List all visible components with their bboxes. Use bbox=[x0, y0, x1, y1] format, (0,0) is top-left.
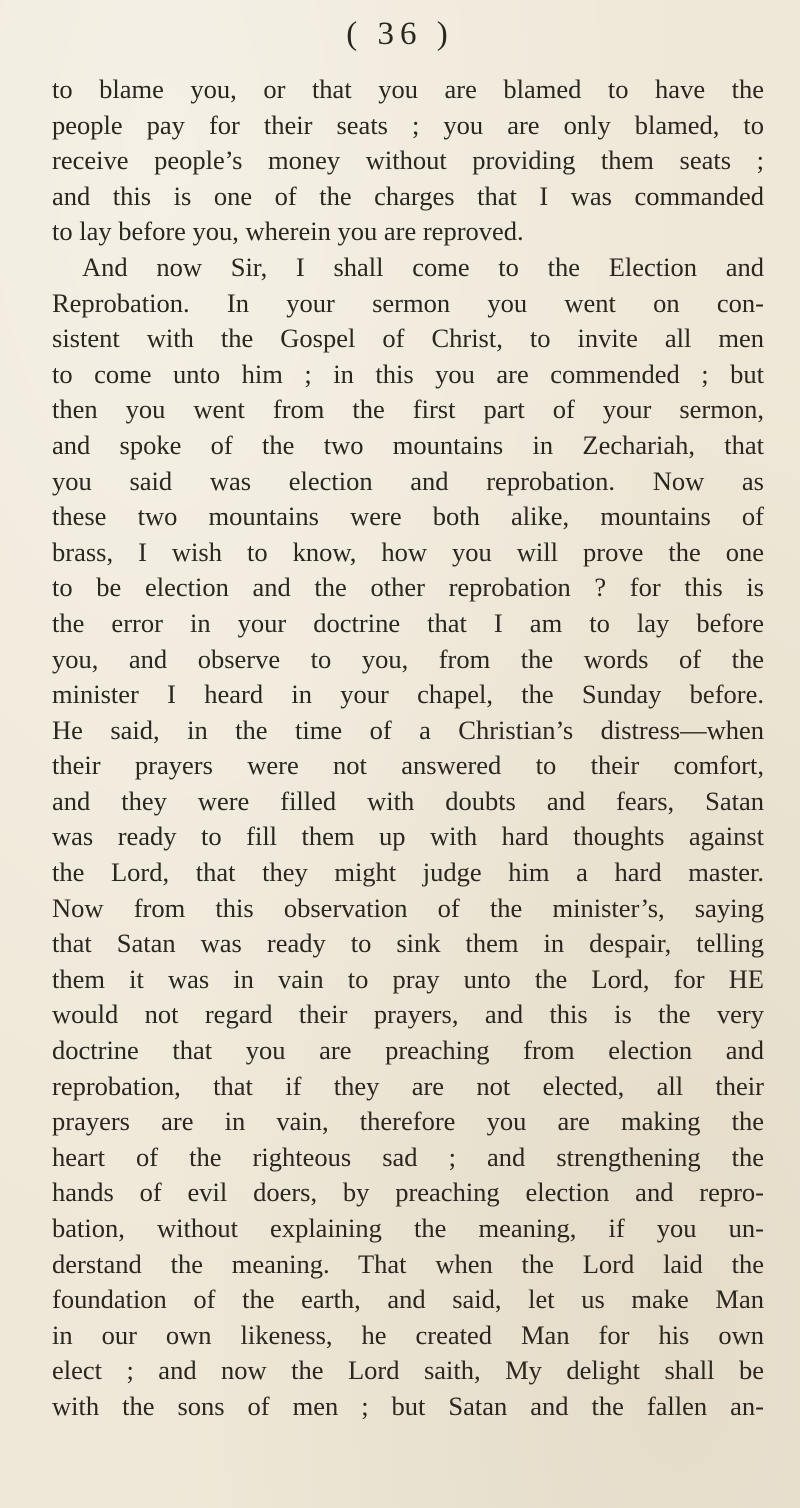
text-line: that Satan was ready to sink them in despair, telling bbox=[52, 928, 764, 959]
text-line: derstand the meaning. That when the Lord laid the bbox=[52, 1248, 764, 1279]
text-line: foundation of the earth, and said, let us make Man bbox=[52, 1284, 764, 1315]
text-line: was ready to fill them up with hard thoughts against bbox=[52, 821, 764, 852]
text-line: and spoke of the two mountains in Zechariah, that bbox=[52, 429, 764, 460]
text-line: and they were filled with doubts and fears, Satan bbox=[52, 785, 764, 816]
text-line: Reprobation. In your sermon you went on con- bbox=[52, 287, 764, 318]
text-line: these two mountains were both alike, mountains of bbox=[52, 501, 764, 532]
text-line: brass, I wish to know, how you will prove the one bbox=[52, 536, 764, 567]
text-line: would not regard their prayers, and this is the very bbox=[52, 999, 764, 1030]
text-line: them it was in vain to pray unto the Lord, for HE bbox=[52, 963, 764, 994]
text-line: sistent with the Gospel of Christ, to invite all men bbox=[52, 323, 764, 354]
text-line: to blame you, or that you are blamed to have the bbox=[52, 74, 764, 104]
page-number: ( 36 ) bbox=[346, 16, 454, 52]
text-line: bation, without explaining the meaning, if you un- bbox=[52, 1213, 764, 1243]
text-line: their prayers were not answered to their comfort, bbox=[52, 750, 764, 781]
text-line: the Lord, that they might judge him a hard master. bbox=[52, 857, 764, 888]
text-line: He said, in the time of a Christian’s distress—when bbox=[52, 714, 764, 745]
text-line: in our own likeness, he created Man for his own bbox=[52, 1319, 764, 1350]
text-line: then you went from the first part of your sermon, bbox=[52, 394, 764, 425]
text-line: and this is one of the charges that I was commanded bbox=[52, 180, 764, 211]
text-line: to be election and the other reprobation ? for this is bbox=[52, 572, 764, 603]
text-line: you, and observe to you, from the words of the bbox=[52, 643, 764, 674]
text-line: Now from this observation of the minister’s, saying bbox=[52, 892, 764, 923]
body-text bbox=[52, 72, 764, 1425]
text-line: And now Sir, I shall come to the Election and bbox=[82, 251, 764, 282]
text-line: to lay before you, wherein you are reproved. bbox=[52, 216, 524, 247]
text-line: the error in your doctrine that I am to lay before bbox=[52, 607, 764, 638]
text-line: elect ; and now the Lord saith, My delight shall be bbox=[52, 1355, 764, 1386]
text-line: heart of the righteous sad ; and strengthening the bbox=[52, 1141, 764, 1172]
text-line: to come unto him ; in this you are commended ; but bbox=[52, 358, 764, 389]
text-line: minister I heard in your chapel, the Sunday before. bbox=[52, 679, 764, 710]
text-line: people pay for their seats ; you are only blamed, to bbox=[52, 109, 764, 140]
text-line: hands of evil doers, by preaching election and repro- bbox=[52, 1177, 764, 1208]
text-line: receive people’s money without providing them seats ; bbox=[52, 145, 764, 176]
text-line: with the sons of men ; but Satan and the fallen an- bbox=[52, 1390, 764, 1421]
text-line: prayers are in vain, therefore you are making the bbox=[52, 1106, 764, 1137]
text-line: reprobation, that if they are not elected, all their bbox=[52, 1070, 764, 1101]
text-line: you said was election and reprobation. Now as bbox=[52, 465, 764, 496]
text-line: doctrine that you are preaching from election and bbox=[52, 1035, 764, 1066]
